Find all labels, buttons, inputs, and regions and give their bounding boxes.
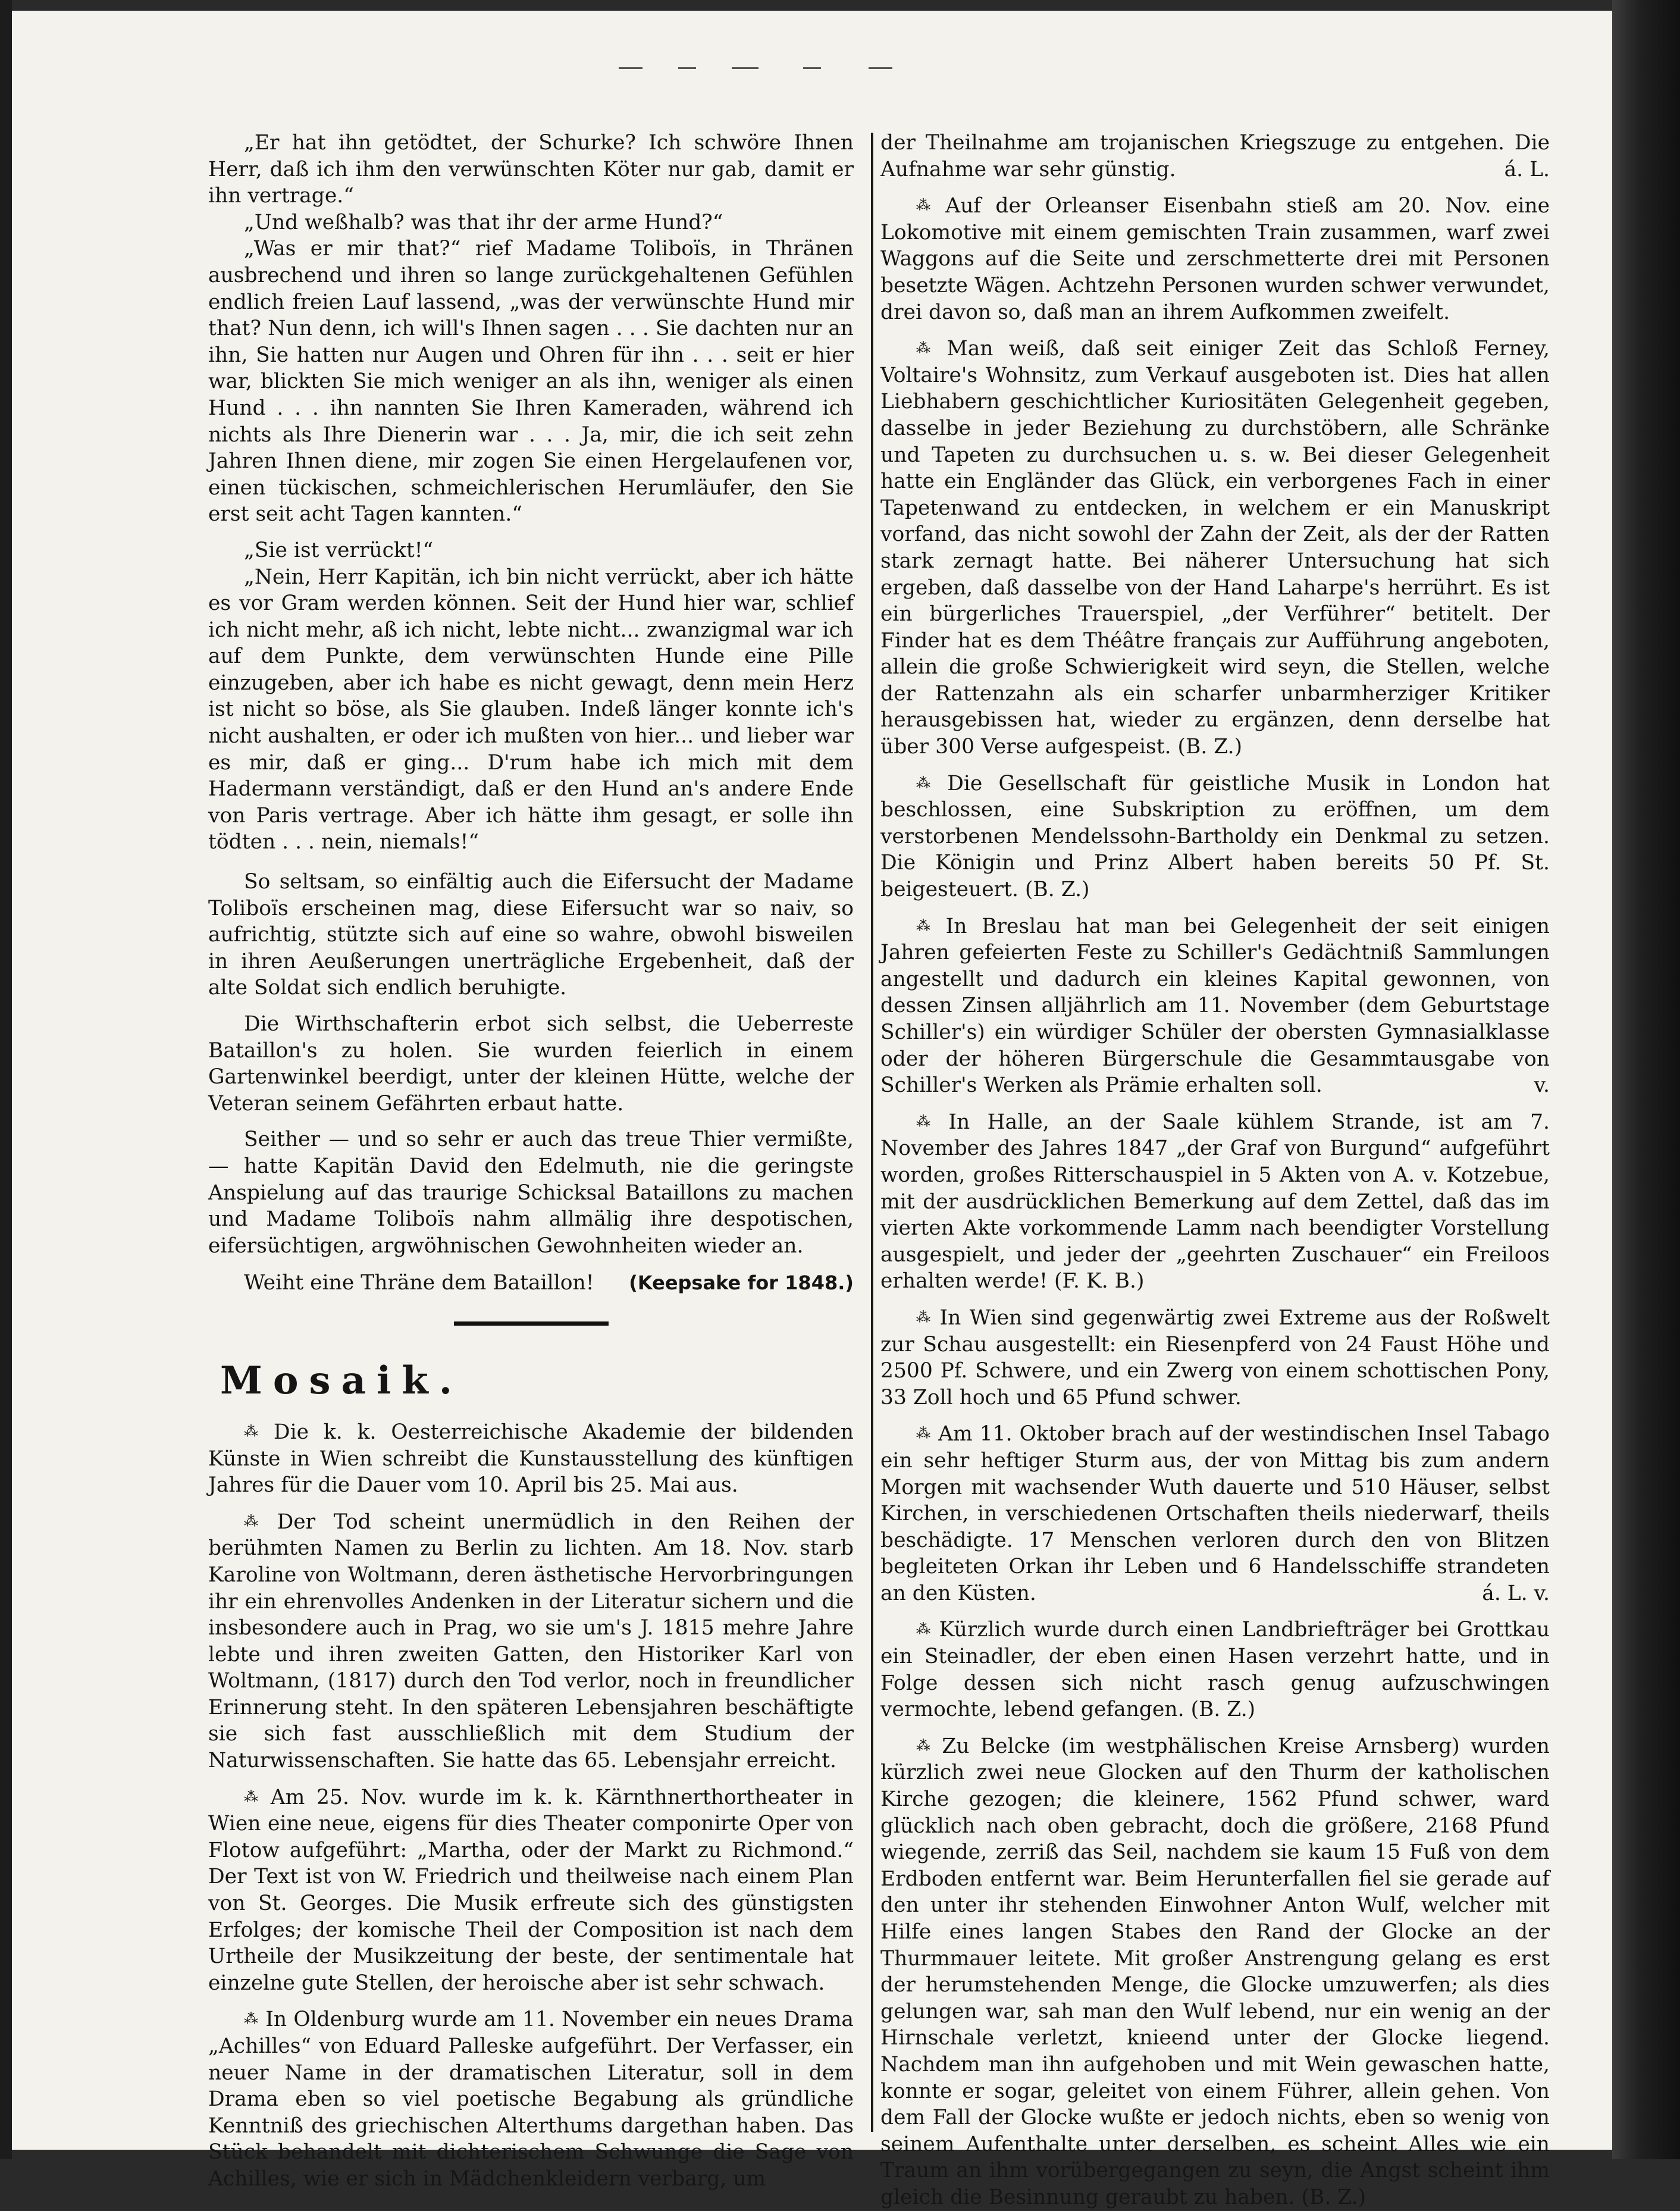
closing-line: Weiht eine Thräne dem Bataillon! [244,1271,594,1295]
mosaik-item [208,1508,854,1774]
asterism-icon: ⁂ [916,774,942,791]
mosaik-item-text: In Oldenburg wurde am 11. November ein neues Drama „Achilles“ von Eduard Palleske aufgeführt. Der Verfasser, ein neuer Name in der dramatischen Literatur, soll in dem Drama eben so viel poetische Begabung als gründliche Kenntniß des griechischen Alterthums dargethan haben. Das Stück behandelt mit dichterischem Schwunge die Sage von Achilles, wie er sich in Mädchenkleidern verbarg, um [208,2008,854,2191]
top-speck [732,67,758,69]
mosaik-item-text: Zu Belcke (im westphälischen Kreise Arnsberg) wurden kürzlich zwei neue Glocken auf den Thurm der katholischen Kirche gezogen; die kleinere, 1562 Pfund schwer, ward glücklich nach oben gebracht, doch die größere, 2168 Pfund wiegende, zerriß das Seil, nachdem sie kaum 15 Fuß von dem Erdboden entfernt war. Beim Herunterfallen fiel sie gerade auf den unter ihr stehenden Einwohner Anton Wulf, welcher mit Hilfe eines langen Stabes den Rand der Glocke an der Thurmmauer leitete. Mit großer Anstrengung gelang es erst der herumstehenden Menge, die Glocke umzuwerfen; als dies gelungen war, sah man den Wulf lebend, nur ein wenig an der Hirnschale verletzt, knieend unter der Glocke liegend. Nachdem man ihn aufgehoben und mit Wein gewaschen hatte, konnte er sogar, geleitet von einem Führer, allein gehen. Von dem Fall der Glocke wußte er jedoch nichts, eben so wenig von seinem Aufenthalte unter derselben, es scheint Alles wie ein Traum an ihm vorübergegangen zu seyn, die Angst scheint ihm gleich die Besinnung geraubt zu haben. [880,1734,1550,2209]
story-paragraph: „Was er mir that?“ rief Madame Toliboïs, in Thränen ausbrechend und ihren so lange zurückgehaltenen Gefühlen endlich freien Lauf lassend, „was der verwünschte Hund mir that? Nun denn, ich will's Ihnen sagen . . . Sie dachten nur an ihn, Sie hatten nur Augen und Ohren für ihn . . . seit er hier war, blickten Sie mich weniger an als ihn, weniger als einen Hund . . . ihn nannten Sie Ihren Kameraden, während ich nichts als Ihre Dienerin war . . . Ja, mir, die ich seit zehn Jahren Ihnen diene, mir zogen Sie einen Hergelaufenen vor, einen tückischen, schmeichlerischen Herumläufer, den Sie erst seit acht Tagen kannten.“ [208,237,854,527]
mosaik-item-continued [880,130,1550,183]
story-closing [208,1270,854,1296]
scan-edge-left [0,0,12,2159]
asterism-icon: ⁂ [916,1425,933,1442]
mosaik-item-text: Man weiß, daß seit einiger Zeit das Schloß Ferney, Voltaire's Wohnsitz, zum Verkauf ausgeboten ist. Dies hat allen Liebhabern geschichtlicher Kuriositäten Gelegenheit gegeben, dasselbe in jeder Beziehung zu durchstöbern, alle Schränke und Tapeten zu durchsuchen u. s. w. Bei dieser Gelegenheit hatte ein Engländer das Glück, ein verborgenes Fach in einer Tapetenwand zu entdecken, in welchem er ein Manuskript vorfand, das nicht sowohl der Zahn der Zeit, als der der Ratten stark zernagt hatte. Bei näherer Untersuchung hat sich ergeben, daß dasselbe von der Hand Laharpe's herrührt. Es ist ein bürgerliches Trauerspiel, „der Verführer“ betitelt. Der Finder hat es dem Théâtre français zur Aufführung angeboten, allein die große Schwierigkeit wird seyn, die Stellen, welche der Rattenzahn als ein scharfer unbarmherziger Kritiker herausgebissen hat, wieder zu ergänzen, denn derselbe hat über 300 Verse aufgespeist. [880,337,1550,759]
mosaik-item-text: In Halle, an der Saale kühlem Strande, ist am 7. November des Jahres 1847 „der Graf von Burgund“ aufgeführt worden, großes Ritterschauspiel in 5 Akten von A. v. Kotzebue, mit der ausdrücklichen Bemerkung auf dem Zettel, daß das im vierten Akte vorkommende Lamm nach beendigter Vorstellung ausgespielt, und jeder der „geehrten Zuschauer“ ein Freiloos erhalten werde! [880,1110,1550,1294]
asterism-icon: ⁂ [916,1308,934,1326]
mosaik-item [880,1733,1550,2211]
section-rule [454,1321,609,1326]
item-signature: (F. K. B.) [1054,1269,1145,1294]
asterism-icon: ⁂ [916,917,940,934]
item-signature: (B. Z.) [1301,2185,1366,2209]
newspaper-page [12,11,1612,2209]
asterism-icon: ⁂ [916,197,940,214]
left-column [208,130,854,2193]
asterism-icon: ⁂ [244,1423,268,1440]
mosaik-item-text: Die k. k. Oesterreichische Akademie der bildenden Künste in Wien schreibt die Kunstausstellung des künftigen Jahres für die Dauer vom 10. April bis 25. Mai aus. [208,1420,854,1498]
mosaik-item [880,1108,1550,1295]
item-signature: (B. Z.) [1190,1698,1256,1722]
section-title: Mosaik. [220,1358,463,1403]
mosaik-item [880,1420,1550,1606]
asterism-icon: ⁂ [916,340,941,357]
asterism-icon: ⁂ [244,1512,271,1530]
mosaik-item-text: Auf der Orleanser Eisenbahn stieß am 20. Nov. eine Lokomotive mit einem gemischten Train zusammen, warf zwei Waggons auf die Seite und zerschmetterte drei mit Personen besetzte Wägen. Achtzehn Personen wurden schwer verwundet, drei davon so, daß man an ihrem Aufkommen zweifelt. [880,194,1550,324]
column-divider [871,133,873,2132]
mosaik-item-text: In Breslau hat man bei Gelegenheit der seit einigen Jahren gefeierten Feste zu Schiller's Gedächtniß Sammlungen angestellt und dadurch ein kleines Kapital gewonnen, von dessen Zinsen alljährlich am 11. November (dem Geburtstage Schiller's) ein würdiger Schüler der obersten Gymnasialklasse oder der höheren Bürgerschule die Gesammtausgabe von Schiller's Werken als Prämie erhalten soll. [880,914,1550,1098]
story-paragraph: „Nein, Herr Kapitän, ich bin nicht verrückt, aber ich hätte es vor Gram werden können. Seit der Hund hier war, schlief ich nicht mehr, aß ich nicht, lebte nicht... zwanzigmal war ich auf dem Punkte, dem verwünschten Hunde eine Pille einzugeben, aber ich habe es nicht gewagt, denn mein Herz ist nicht so böse, als Sie glauben. Indeß länger konnte ich's nicht aushalten, er oder ich mußten von hier... und lieber war es mir, daß er ging... D'rum habe ich mich mit dem Hadermann verständigt, daß er den Hund an's andere Ende von Paris vertrage. Aber ich hätte ihm gesagt, er solle ihn tödten . . . nein, niemals!“ [208,565,854,854]
story-paragraph: „Er hat ihn getödtet, der Schurke? Ich schwöre Ihnen Herr, daß ich ihm den verwünschten Köter nur gab, damit er ihn vertrage.“ [208,131,854,208]
mosaik-item-text: Der Tod scheint unermüdlich in den Reihen der berühmten Namen zu Berlin zu lichten. Am 18. Nov. starb Karoline von Woltmann, deren ästhetische Hervorbringungen ihr ein ehrenvolles Andenken in der Literatur sichern und die insbesondere auch in Prag, wo sie um's J. 1815 mehre Jahre lebte und ihren zweiten Gatten, den Historiker Karl von Woltmann, (1817) durch den Tod verlor, noch in freundlicher Erinnerung steht. In den späteren Lebensjahren beschäftigte sie sich fast ausschließlich mit dem Studium der Naturwissenschaften. Sie hatte das 65. Lebensjahr erreicht. [208,1510,854,1773]
mosaik-item-text: In Wien sind gegenwärtig zwei Extreme aus der Roßwelt zur Schau ausgestellt: ein Riesenpferd von 24 Faust Höhe und 2500 Pf. Schwere, und ein Zwerg von einem schottischen Pony, 33 Zoll hoch und 65 Pfund schwer. [880,1305,1550,1410]
mosaik-item [208,1418,854,1499]
mosaik-item-text: Kürzlich wurde durch einen Landbriefträger bei Grottkau ein Steinadler, der eben einen Hasen verzehrt hatte, und in Folge dessen sich nicht rasch genug aufzuschwingen vermochte, lebend gefangen. [880,1618,1550,1722]
asterism-icon: ⁂ [916,1113,943,1130]
story-paragraph: „Sie ist verrückt!“ [244,538,434,562]
top-speck [678,67,696,69]
mosaik-item [208,1784,854,1997]
top-speck [803,67,821,69]
item-signature: (B. Z.) [1177,735,1243,759]
mosaik-item-text: Am 25. Nov. wurde im k. k. Kärnthnerthortheater in Wien eine neue, eigens für dies Theater componirte Oper von Flotow aufgeführt: „Martha, oder der Markt zu Richmond.“ Der Text ist von W. Friedrich und theilweise nach einem Plan von St. Georges. Die Musik erfreute sich des günstigsten Erfolges; der komische Theil der Composition ist nach dem Urtheile der Musikzeitung der beste, der sentimentale hat einzelne gute Stellen, der heroische aber ist sehr schwach. [208,1785,854,1995]
mosaik-item [880,913,1550,1099]
item-signature: á. L. v. [1482,1581,1550,1605]
story-paragraph: Seither — und so sehr er auch das treue Thier vermißte, — hatte Kapitän David den Edelmuth, nie die geringste Anspielung auf das traurige Schicksal Bataillons zu machen und Madame Toliboïs nahm allmälig ihre despotischen, eifersüchtigen, argwöhnischen Gewohnheiten wieder an. [208,1128,854,1258]
asterism-icon: ⁂ [244,1788,265,1805]
mosaik-item-text: Die Gesellschaft für geistliche Musik in London hat beschlossen, eine Subskription zu eröffnen, um dem verstorbenen Mendelssohn-Bartholdy ein Denkmal zu setzen. Die Königin und Prinz Albert haben bereits 50 Pf. St. beigesteuert. [880,771,1550,902]
mosaik-item-text: Am 11. Oktober brach auf der westindischen Insel Tabago ein sehr heftiger Sturm aus, der von Mittag bis zum andern Morgen mit wachsender Wuth dauerte und 510 Häuser, selbst Kirchen, in verschiedenen Ortschaften theils niederwarf, theils beschädigte. 17 Menschen verloren durch den von Blitzen begleiteten Orkan ihr Leben und 6 Handelsschiffe strandeten an den Küsten. [880,1422,1550,1605]
mosaik-item [208,2006,854,2192]
asterism-icon: ⁂ [916,1621,933,1638]
asterism-icon: ⁂ [916,1737,936,1754]
story-paragraph: Die Wirthschafterin erbot sich selbst, die Ueberreste Bataillon's zu holen. Sie wurden feierlich in einem Gartenwinkel beerdigt, unter der kleinen Hütte, welche der Veteran seinem Gefährten erbaut hatte. [208,1012,854,1116]
story-paragraph: „Und weßhalb? was that ihr der arme Hund?“ [244,210,723,234]
story-paragraph: So seltsam, so einfältig auch die Eifersucht der Madame Toliboïs erscheinen mag, diese Eifersucht war so naiv, so aufrichtig, stützte sich auf eine so wahre, obwohl bisweilen in ihren Aeußerungen unerträgliche Ergebenheit, daß der alte Soldat sich endlich beruhigte. [208,870,854,1000]
right-column [880,130,1550,2211]
mosaik-item-text: der Theilnahme am trojanischen Kriegszuge zu entgehen. Die Aufnahme war sehr günstig. [880,131,1550,181]
item-signature: á. L. [1504,157,1550,181]
scan-edge-right [1612,0,1680,2159]
mosaik-item [880,1616,1550,1723]
asterism-icon: ⁂ [244,2010,260,2028]
item-signature: v. [1534,1073,1550,1098]
top-speck [619,67,642,69]
mosaik-item [880,335,1550,760]
mosaik-item [880,192,1550,325]
mosaik-item [880,1304,1550,1411]
story-source: (Keepsake for 1848.) [629,1272,854,1295]
top-speck [869,67,892,69]
item-signature: (B. Z.) [1024,878,1090,902]
mosaik-item [880,770,1550,903]
